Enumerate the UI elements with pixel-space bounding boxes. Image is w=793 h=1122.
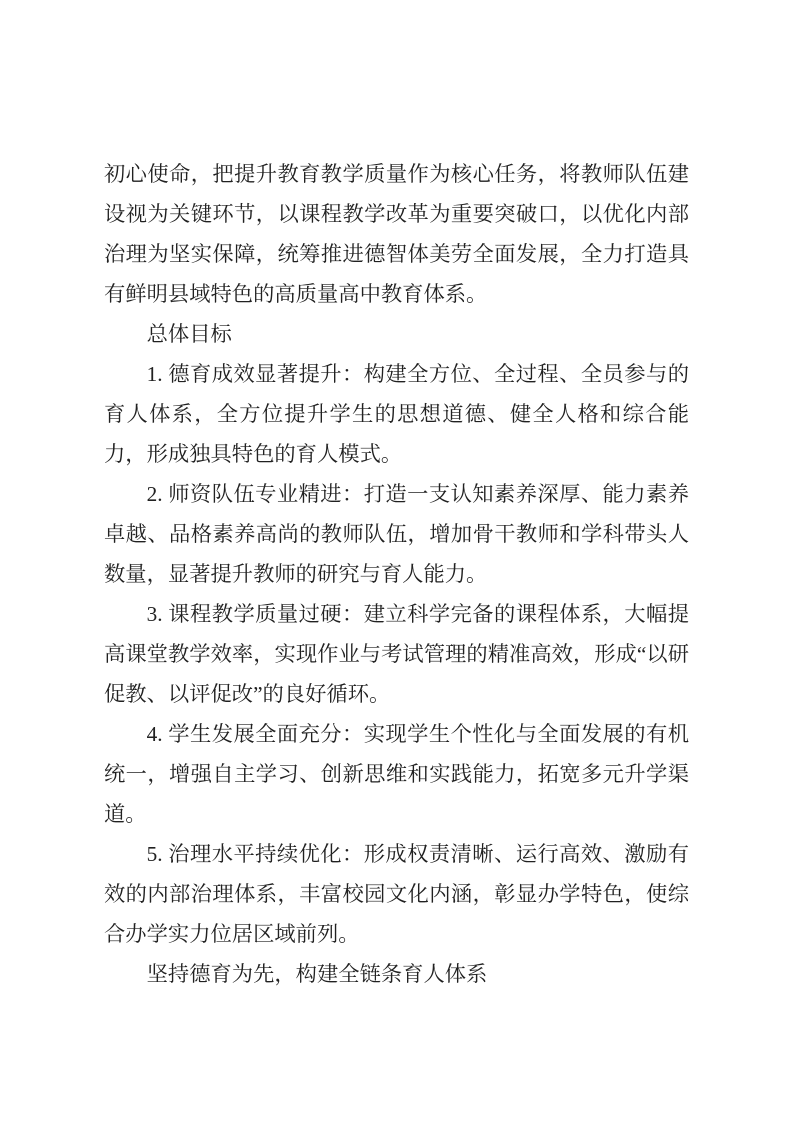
heading-overall-goals: 总体目标 (146, 322, 232, 346)
goal-item-4-student-development: 4. 学生发展全面充分：实现学生个性化与全面发展的有机统一，增强自主学习、创新思维和实践能力，拓宽多元升学渠道。 (104, 722, 689, 826)
goal-item-2-teacher-team: 2. 师资队伍专业精进：打造一支认知素养深厚、能力素养卓越、品格素养高尚的教师队伍，增加骨干教师和学科带头人数量，显著提升教师的研究与育人能力。 (104, 482, 689, 586)
paragraph-intro-continuation: 初心使命，把提升教育教学质量作为核心任务，将教师队伍建设视为关键环节，以课程教学改革为重要突破口，以优化内部治理为坚实保障，统筹推进德智体美劳全面发展，全力打造具有鲜明县域特色的高质量高中教育体系。 (104, 162, 689, 306)
heading-moral-education-first: 坚持德育为先，构建全链条育人体系 (146, 962, 488, 986)
goal-item-3-curriculum-quality: 3. 课程教学质量过硬：建立科学完备的课程体系，大幅提高课堂教学效率，实现作业与考试管理的精准高效，形成“以研促教、以评促改”的良好循环。 (104, 602, 689, 706)
document-body (104, 154, 689, 994)
goal-item-5-governance: 5. 治理水平持续优化：形成权责清晰、运行高效、激励有效的内部治理体系，丰富校园文化内涵，彰显办学特色，使综合办学实力位居区域前列。 (104, 842, 689, 946)
goal-item-1-moral-education: 1. 德育成效显著提升：构建全方位、全过程、全员参与的育人体系，全方位提升学生的思想道德、健全人格和综合能力，形成独具特色的育人模式。 (104, 362, 689, 466)
